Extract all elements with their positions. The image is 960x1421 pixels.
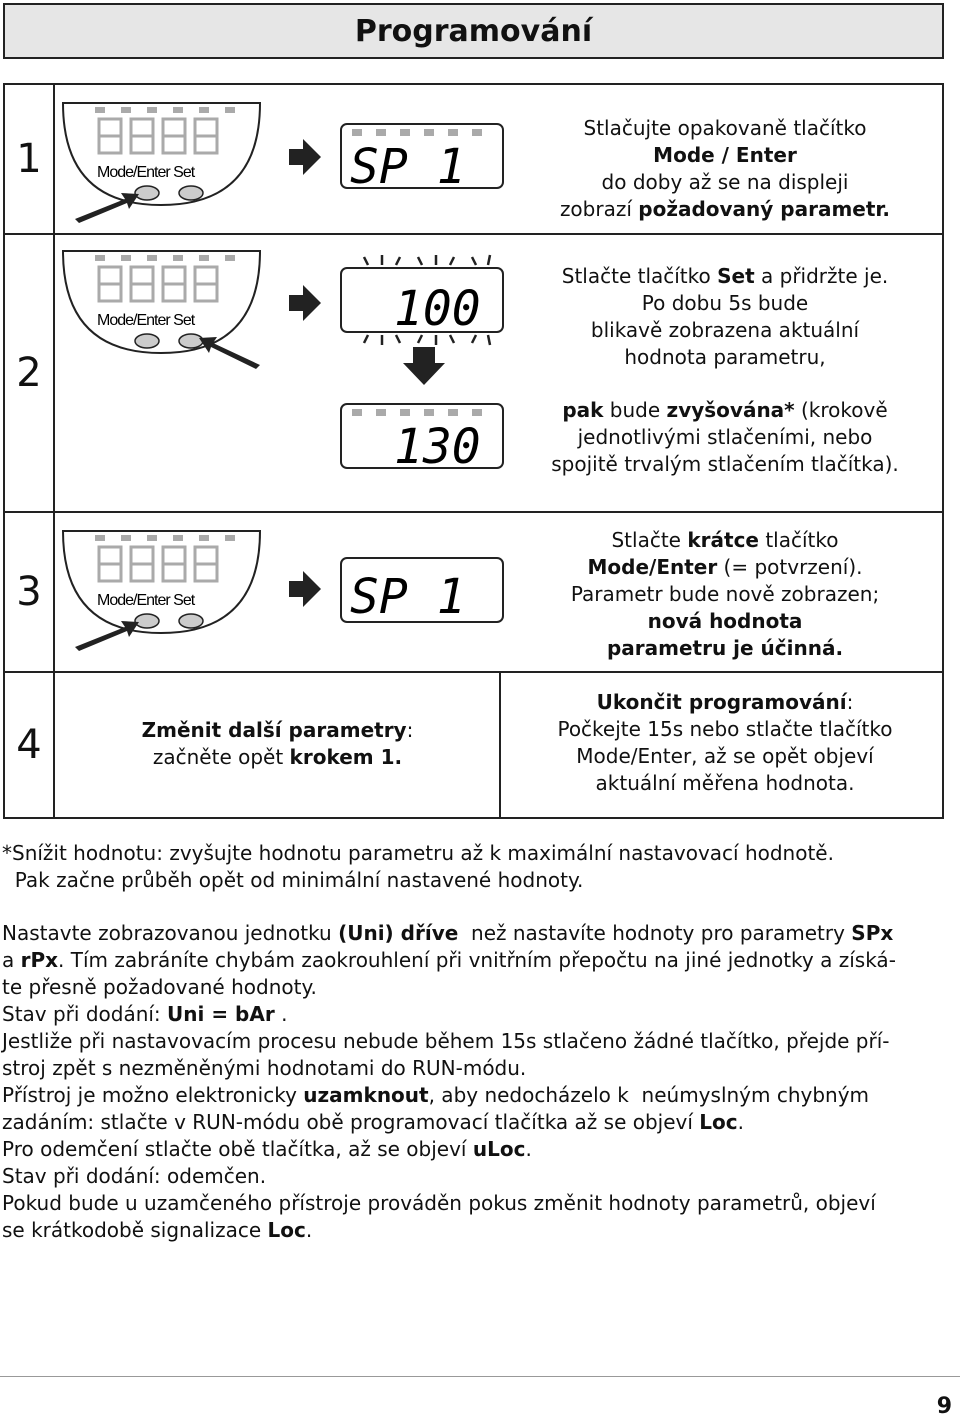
text-line: [515, 581, 935, 608]
lcd-display-blinking: [340, 267, 505, 337]
text-run: .: [525, 1137, 532, 1161]
bold-run: krátce: [687, 528, 759, 552]
text-run: Stlačte: [611, 528, 688, 552]
text-run: zadáním: stlačte v RUN-módu obě programovací tlačítka až se objeví: [2, 1110, 700, 1134]
text-line: [515, 317, 935, 344]
bold-run: požadovaný parametr.: [638, 197, 891, 221]
bold-run: Mode / Enter: [653, 143, 797, 167]
text-run: bude: [603, 398, 667, 422]
text-line: [2, 1001, 947, 1028]
text-run: blikavě zobrazena aktuální: [590, 318, 860, 342]
text-line: [65, 717, 490, 744]
text-run: se krátkodobě signalizace: [2, 1218, 268, 1242]
bold-run: pak: [562, 398, 604, 422]
bold-run: Set: [717, 264, 755, 288]
text-run: Pro odemčení stlačte obě tlačítka, až se objeví: [2, 1137, 473, 1161]
bold-run: uLoc: [472, 1137, 526, 1161]
bold-run: Loc: [699, 1110, 738, 1134]
arrow-right-icon: [285, 283, 325, 323]
step-row-1: [5, 85, 942, 235]
lcd-value: 100: [394, 281, 481, 337]
step-number: 4: [16, 722, 42, 768]
set-button[interactable]: [179, 614, 203, 628]
text-line: [2, 920, 947, 947]
text-run: Po dobu 5s bude: [641, 291, 809, 315]
press-arrow-icon: [75, 621, 139, 651]
set-button[interactable]: [179, 186, 203, 200]
text-line: [515, 554, 935, 581]
device-label: Mode/Enter Set: [97, 312, 195, 329]
text-line: [2, 1136, 947, 1163]
instruction-text: [515, 115, 935, 223]
footer-divider: [0, 1376, 960, 1377]
text-run: Počkejte 15s nebo stlačte tlačítko: [557, 717, 893, 741]
set-button[interactable]: [179, 334, 203, 348]
text-run: začněte opět: [152, 745, 290, 769]
instruction-text: [515, 263, 935, 371]
text-line: [2, 840, 947, 867]
text-run: do doby až se na displeji: [601, 170, 849, 194]
text-run: te přesně požadované hodnoty.: [2, 975, 317, 999]
text-run: *Snížit hodnotu: zvyšujte hodnotu parametru až k maximální nastavovací hodnotě.: [2, 841, 834, 865]
text-line: [2, 947, 947, 974]
text-line: [515, 451, 935, 478]
text-run: spojitě trvalým stlačením tlačítka).: [551, 452, 899, 476]
mode-enter-button[interactable]: [135, 334, 159, 348]
lcd-value: 130: [394, 419, 481, 475]
text-run: Parametr bude nově zobrazen;: [570, 582, 880, 606]
bold-run: SPx: [851, 921, 894, 945]
text-line: [515, 716, 935, 743]
text-run: tlačítko: [758, 528, 839, 552]
text-line: [2, 1055, 947, 1082]
text-run: Pokud bude u uzamčeného přístroje prováděn pokus změnit hodnoty parametrů, objeví: [2, 1191, 876, 1215]
lcd-value: SP 1: [350, 569, 466, 625]
text-line: [515, 608, 935, 635]
step-row-3: [5, 513, 942, 673]
footnote: [2, 840, 947, 894]
next-parameters-text: [65, 717, 490, 771]
text-line: [2, 867, 947, 894]
bold-run: parametru je účinná.: [606, 636, 844, 660]
bold-run: (Uni) dříve: [338, 921, 459, 945]
text-run: .: [305, 1218, 313, 1242]
step-number: 3: [16, 569, 42, 615]
bold-run: rPx: [20, 948, 59, 972]
text-run: Přístroj je možno elektronicky: [2, 1083, 304, 1107]
text-run: :: [406, 718, 414, 742]
text-run: Jestliže při nastavovacím procesu nebude během 15s stlačeno žádné tlačítko, přejde pří-: [2, 1029, 890, 1053]
bold-run: nová hodnota: [647, 609, 803, 633]
text-run: hodnota parametru,: [624, 345, 826, 369]
text-run: Mode/Enter, až se opět objeví: [576, 744, 874, 768]
arrow-right-icon: [285, 137, 325, 177]
text-run: aktuální měřena hodnota.: [595, 771, 855, 795]
text-line: [2, 1217, 947, 1244]
bold-run: zvyšována*: [666, 398, 795, 422]
text-line: [515, 142, 935, 169]
text-run: Nastavte zobrazovanou jednotku: [2, 921, 339, 945]
step-number: 2: [16, 350, 42, 396]
device-label: Mode/Enter Set: [97, 164, 195, 181]
lcd-display: [340, 557, 505, 623]
bold-run: Ukončit programování: [596, 690, 847, 714]
step-row-2: [5, 235, 942, 513]
step-number: 1: [16, 136, 42, 182]
text-run: , aby nedocházelo k neúmyslným chybným: [428, 1083, 870, 1107]
text-line: [2, 1109, 947, 1136]
text-line: [515, 635, 935, 662]
text-run: a: [2, 948, 21, 972]
text-line: [515, 527, 935, 554]
text-run: Stlačte tlačítko: [561, 264, 718, 288]
press-arrow-icon: [75, 193, 139, 223]
page-title: Programování: [354, 13, 593, 49]
text-line: [2, 1163, 947, 1190]
text-line: [515, 397, 935, 424]
text-run: Stav při dodání: odemčen.: [2, 1164, 267, 1188]
end-programming-text: [515, 689, 935, 797]
text-run: Pak začne průběh opět od minimální nastavené hodnoty.: [2, 868, 584, 892]
text-run: stroj zpět s nezměněnými hodnotami do RUN-módu.: [2, 1056, 527, 1080]
text-run: Stlačujte opakovaně tlačítko: [583, 116, 867, 140]
text-line: [515, 689, 935, 716]
device-label: Mode/Enter Set: [97, 592, 195, 609]
text-run: (= potvrzení).: [717, 555, 863, 579]
text-line: [515, 290, 935, 317]
bold-run: uzamknout: [303, 1083, 429, 1107]
text-run: .: [274, 1002, 288, 1026]
device-illustration: [55, 95, 275, 225]
bold-run: Uni = bAr: [167, 1002, 275, 1026]
page-number: 9: [936, 1394, 952, 1419]
text-run: jednotlivými stlačeními, nebo: [577, 425, 873, 449]
text-run: :: [846, 690, 854, 714]
text-run: . Tím zabráníte chybám zaokrouhlení při vnitřním přepočtu na jiné jednotky a získá-: [58, 948, 896, 972]
text-line: [515, 196, 935, 223]
text-line: [515, 344, 935, 371]
lcd-value: SP 1: [350, 139, 466, 195]
text-line: [2, 1082, 947, 1109]
press-arrow-icon: [199, 337, 260, 369]
title-banner: [3, 3, 944, 59]
lcd-display: [340, 403, 505, 475]
bold-run: Změnit další parametry: [141, 718, 407, 742]
mode-enter-button[interactable]: [135, 614, 159, 628]
device-illustration: [55, 523, 275, 653]
text-line: [65, 744, 490, 771]
text-line: [515, 424, 935, 451]
text-line: [2, 1190, 947, 1217]
text-line: [515, 169, 935, 196]
instruction-text: [515, 527, 935, 662]
text-run: (krokově: [794, 398, 888, 422]
text-line: [2, 974, 947, 1001]
bold-run: Loc: [267, 1218, 306, 1242]
steps-table: [3, 83, 944, 819]
lcd-display: [340, 123, 505, 195]
arrow-down-icon: [401, 345, 447, 387]
instruction-text-continued: [515, 397, 935, 478]
device-illustration: [55, 243, 275, 373]
text-line: [515, 263, 935, 290]
arrow-right-icon: [285, 569, 325, 609]
text-line: [515, 115, 935, 142]
notes-paragraph: [2, 920, 947, 1244]
bold-run: krokem 1.: [289, 745, 403, 769]
mode-enter-button[interactable]: [135, 186, 159, 200]
step-row-4: [5, 673, 942, 817]
text-run: .: [737, 1110, 744, 1134]
text-line: [515, 743, 935, 770]
text-line: [515, 770, 935, 797]
text-run: a přidržte je.: [754, 264, 889, 288]
text-run: než nastavíte hodnoty pro parametry: [458, 921, 852, 945]
text-run: Stav při dodání:: [2, 1002, 168, 1026]
text-line: [2, 1028, 947, 1055]
bold-run: Mode/Enter: [587, 555, 718, 579]
text-run: zobrazí: [559, 197, 639, 221]
